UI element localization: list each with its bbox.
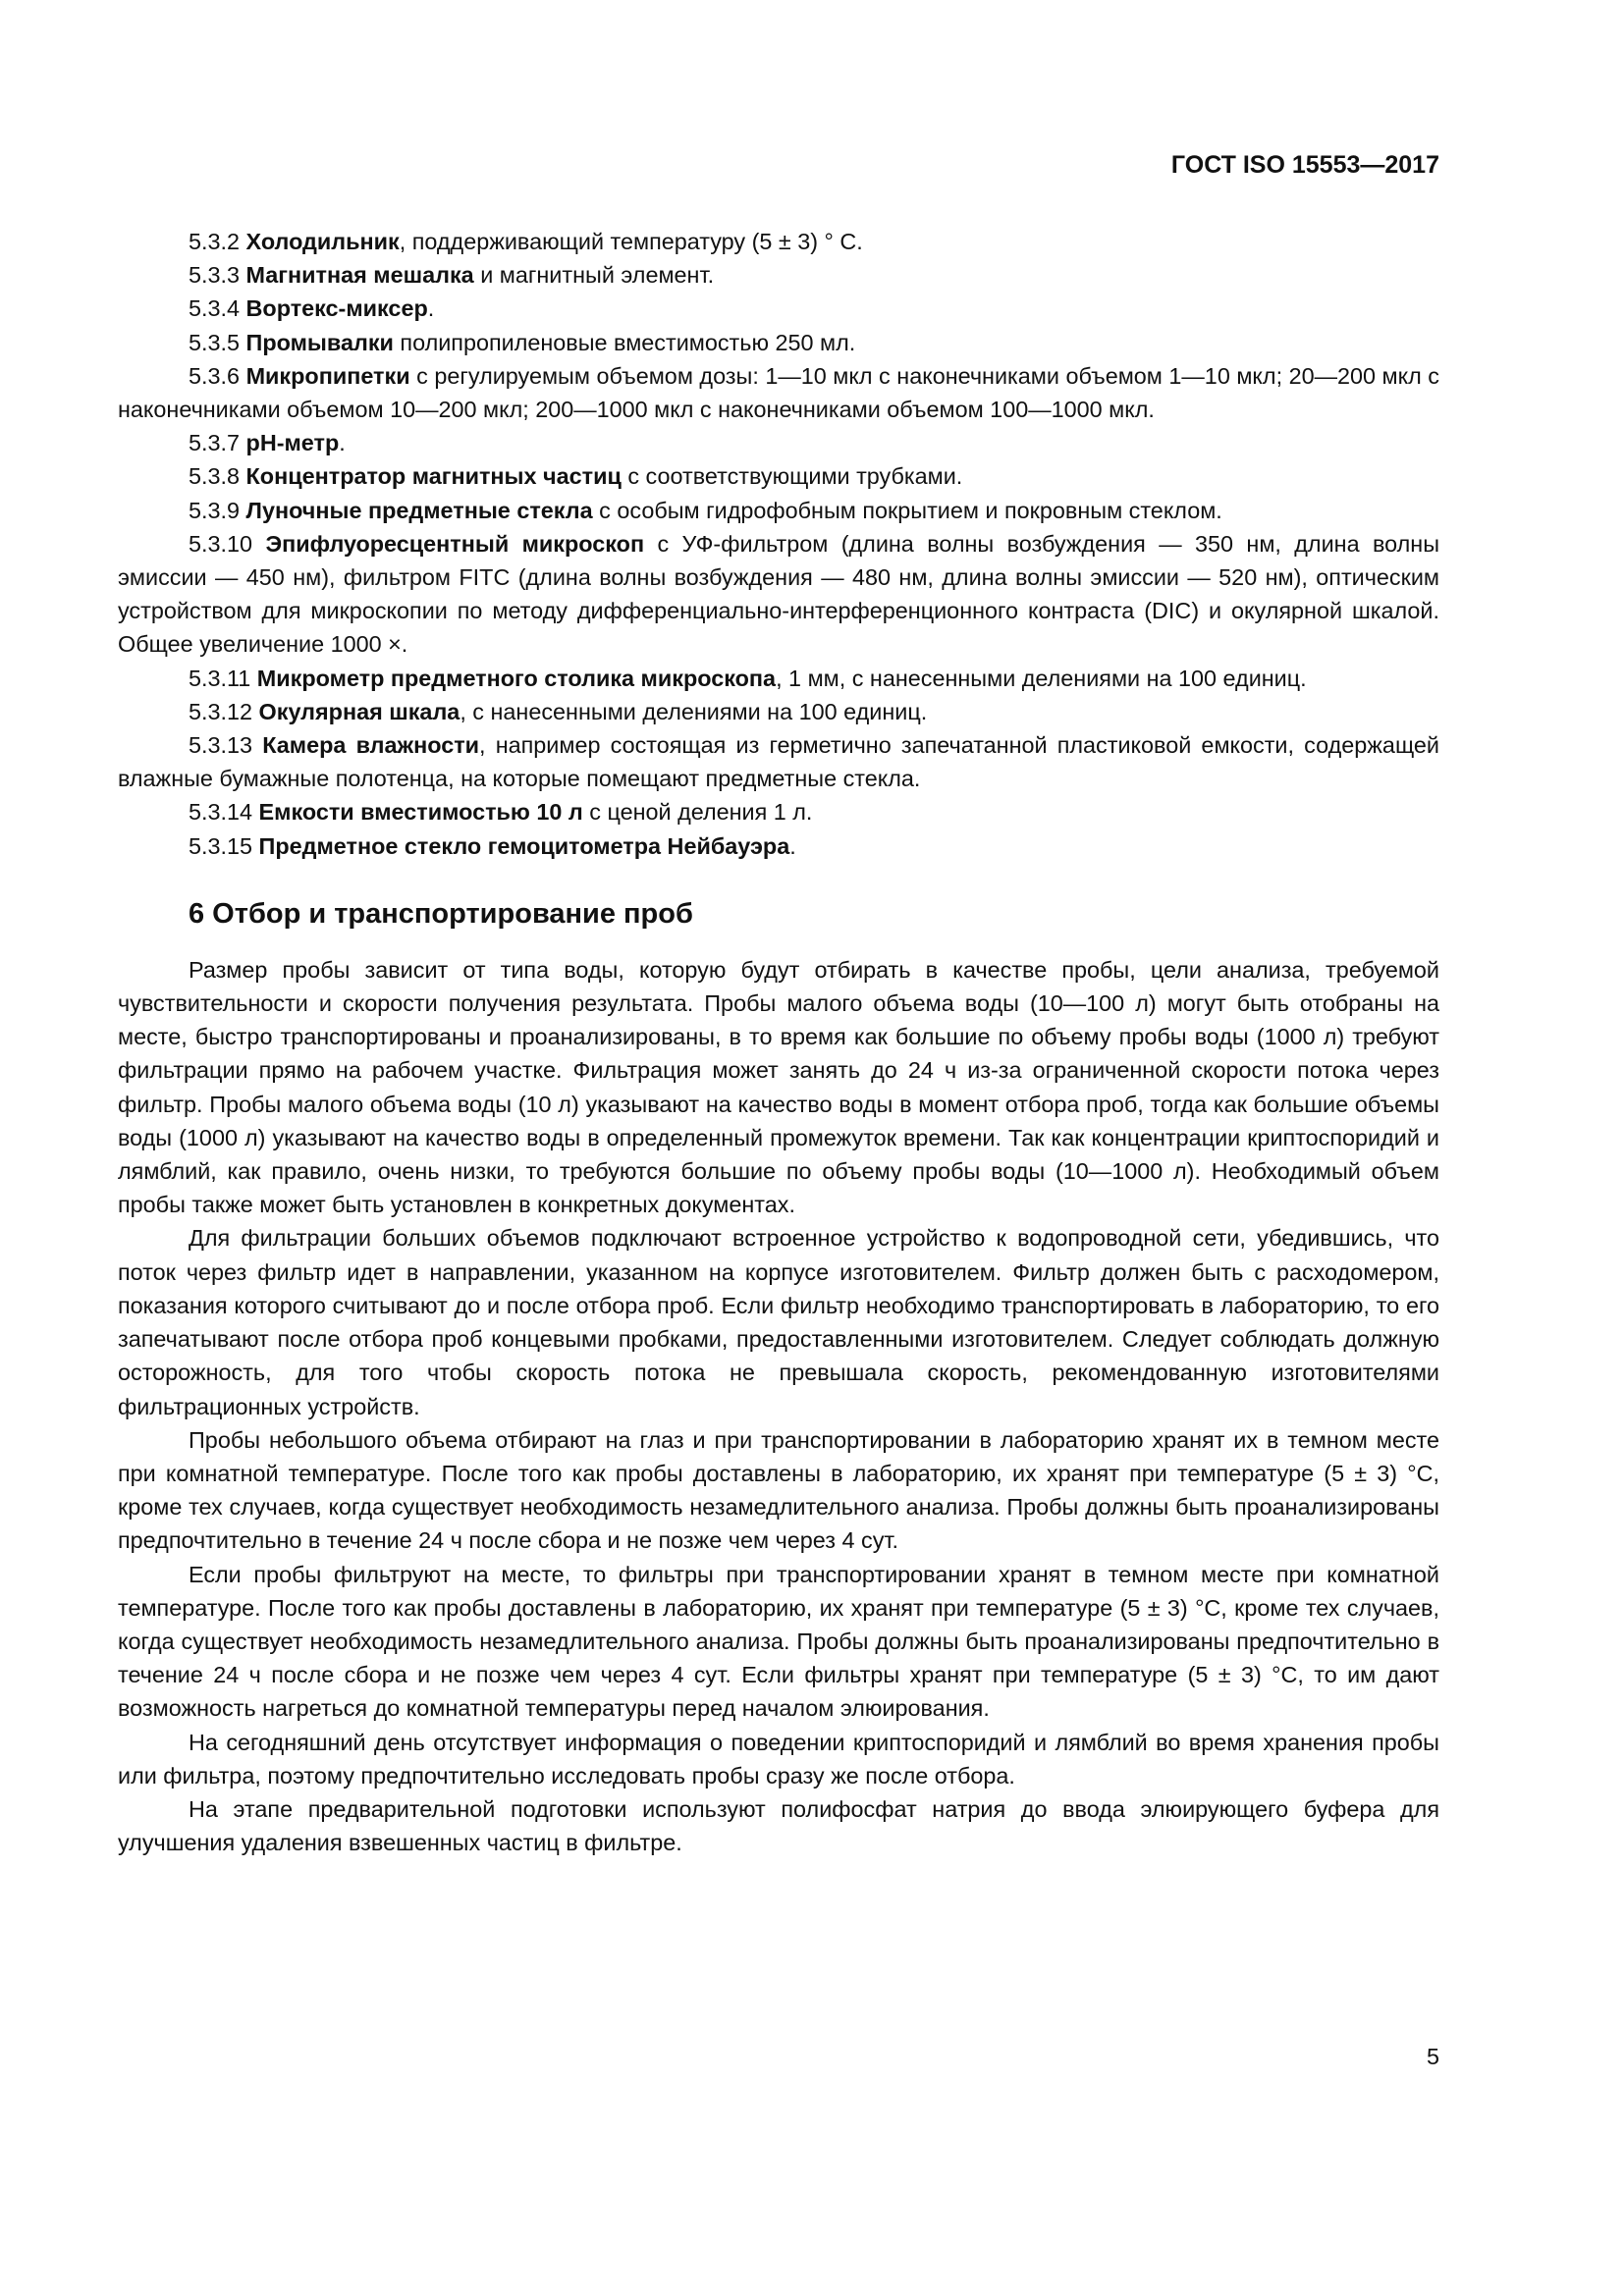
page-content: [118, 225, 1439, 1859]
item-term: Эпифлуоресцентный микроскоп: [265, 530, 645, 557]
item-number: 5.3.11: [189, 665, 251, 691]
list-item: [118, 527, 1439, 662]
item-number: 5.3.8: [189, 463, 241, 490]
item-text: с ценой деления 1 л.: [582, 799, 813, 826]
item-number: 5.3.13: [189, 732, 253, 759]
list-item: [118, 225, 1439, 258]
item-text: .: [339, 430, 346, 456]
list-item: [118, 359, 1439, 426]
item-number: 5.3.9: [189, 497, 241, 523]
list-item: [118, 829, 1439, 863]
item-term: Окулярная шкала: [258, 698, 460, 724]
body-paragraph: Если пробы фильтруют на месте, то фильтры при транспортировании хранят в темном месте при комнатной температуре. После того как пробы доставлены в лабораторию, их хранят при температуре (5 ± 3) °С, кроме тех случаев, когда существует необходимость незамедлительного анализа. Пробы должны быть проанализированы предпочтительно в течение 24 ч после сбора и не позже чем через 4 сут. Если фильтры хранят при температуре (5 ± 3) °С, то им дают возможность нагреться до комнатной температуры перед началом элюирования.: [118, 1561, 1439, 1722]
body-paragraph: Пробы небольшого объема отбирают на глаз и при транспортировании в лабораторию хранят их в темном месте при комнатной температуре. После того как пробы доставлены в лабораторию, их хранят при температуре (5 ± 3) °С, кроме тех случаев, когда существует необходимость незамедлительного анализа. Пробы должны быть проанализированы предпочтительно в течение 24 ч после сбора и не позже чем через 4 сут.: [118, 1426, 1439, 1554]
item-term: Магнитная мешалка: [245, 262, 474, 289]
section-heading: 6 Отбор и транспортирование проб: [189, 897, 693, 930]
list-item: [118, 662, 1439, 695]
item-number: 5.3.10: [189, 530, 253, 557]
item-term: Вортекс-миксер: [245, 295, 428, 322]
item-number: 5.3.7: [189, 430, 241, 456]
document-code-header: ГОСТ ISO 15553—2017: [1170, 151, 1439, 179]
item-term: рН-метр: [245, 430, 340, 456]
item-number: 5.3.2: [189, 229, 241, 254]
list-item: [118, 695, 1439, 728]
item-number: 5.3.4: [189, 295, 241, 322]
item-text: с УФ-фильтром (длина волны возбуждения — 350 нм, длина волны эмиссии — 450 нм), фильтром FITC (длина волны возбуждения — 480 нм, длина волны эмиссии — 520 нм), оптическим устройством для микроскопии по методу дифференциально-интерференционного контраста (DIC) и окулярной шкалой. Общее увеличение 1000 ×.: [118, 530, 1440, 658]
item-term: Микрометр предметного столика микроскопа: [256, 665, 777, 691]
list-item: [118, 795, 1439, 828]
item-text: с регулируемым объемом дозы: 1—10 мкл с наконечниками объемом 1—10 мкл; 20—200 мкл с наконечниками объемом 10—200 мкл; 200—1000 мкл с наконечниками объемом 100—1000 мкл.: [118, 362, 1439, 423]
item-term: Микропипетки: [245, 362, 410, 389]
list-item: [118, 258, 1439, 292]
section-body: [118, 953, 1439, 1859]
list-item: [118, 728, 1439, 795]
page-number: 5: [1426, 2044, 1439, 2069]
item-term: Емкости вместимостью 10 л: [258, 799, 583, 826]
item-number: 5.3.6: [189, 362, 241, 389]
item-text: и магнитный элемент.: [473, 262, 715, 289]
list-item: [118, 292, 1439, 325]
item-text: с особым гидрофобным покрытием и покровным стеклом.: [592, 497, 1222, 523]
equipment-list: [118, 225, 1439, 863]
list-item: [118, 426, 1439, 459]
body-paragraph: На сегодняшний день отсутствует информация о поведении криптоспоридий и лямблий во время хранения пробы или фильтра, поэтому предпочтительно исследовать пробы сразу же после отбора.: [118, 1729, 1439, 1789]
item-term: Холодильник: [245, 229, 400, 254]
item-number: 5.3.12: [189, 698, 253, 724]
item-term: Камера влажности: [262, 732, 480, 759]
item-term: Промывалки: [245, 329, 394, 355]
body-paragraph: На этапе предварительной подготовки используют полифосфат натрия до ввода элюирующего буфера для улучшения удаления взвешенных частиц в фильтре.: [118, 1795, 1439, 1856]
list-item: [118, 326, 1439, 359]
item-text: .: [427, 295, 435, 322]
list-item: [118, 459, 1439, 493]
item-number: 5.3.3: [189, 262, 241, 289]
item-term: Предметное стекло гемоцитометра Нейбауэра: [258, 832, 790, 859]
item-text: полипропиленовые вместимостью 250 мл.: [393, 329, 856, 355]
item-text: , 1 мм, с нанесенными делениями на 100 единиц.: [776, 665, 1307, 691]
item-term: Концентратор магнитных частиц: [245, 463, 622, 490]
item-text: , например состоящая из герметично запечатанной пластиковой емкости, содержащей влажные бумажные полотенца, на которые помещают предметные стекла.: [118, 732, 1439, 792]
body-paragraph: Для фильтрации больших объемов подключают встроенное устройство к водопроводной сети, убедившись, что поток через фильтр идет в направлении, указанном на корпусе изготовителем. Фильтр должен быть с расходомером, показания которого считывают до и после отбора проб. Если фильтр необходимо транспортировать в лабораторию, то его запечатывают после отбора проб концевыми пробками, предоставленными изготовителем. Следует соблюдать должную осторожность, для того чтобы скорость потока не превышала скорость, рекомендованную изготовителями фильтрационных устройств.: [118, 1225, 1439, 1419]
list-item: [118, 494, 1439, 527]
item-number: 5.3.5: [189, 329, 241, 355]
item-text: с соответствующими трубками.: [621, 463, 963, 490]
item-text: , поддерживающий температуру (5 ± 3) ° С.: [399, 229, 863, 254]
item-number: 5.3.14: [189, 799, 253, 826]
item-term: Луночные предметные стекла: [245, 497, 593, 523]
item-text: .: [789, 832, 796, 859]
body-paragraph: Размер пробы зависит от типа воды, которую будут отбирать в качестве пробы, цели анализа, требуемой чувствительности и скорости получения результата. Пробы малого объема воды (10—100 л) могут быть отобраны на месте, быстро транспортированы и проанализированы, в то время как большие по объему пробы воды (1000 л) требуют фильтрации прямо на рабочем участке. Фильтрация может занять до 24 ч из-за ограниченной скорости потока через фильтр. Пробы малого объема воды (10 л) указывают на качество воды в момент отбора проб, тогда как большие объемы воды (1000 л) указывают на качество воды в определенный промежуток времени. Так как концентрации криптоспоридий и лямблий, как правило, очень низки, то требуются большие по объему пробы воды (10—1000 л). Необходимый объем пробы также может быть установлен в конкретных документах.: [118, 956, 1439, 1218]
item-text: , с нанесенными делениями на 100 единиц.: [460, 698, 928, 724]
item-number: 5.3.15: [189, 832, 253, 859]
